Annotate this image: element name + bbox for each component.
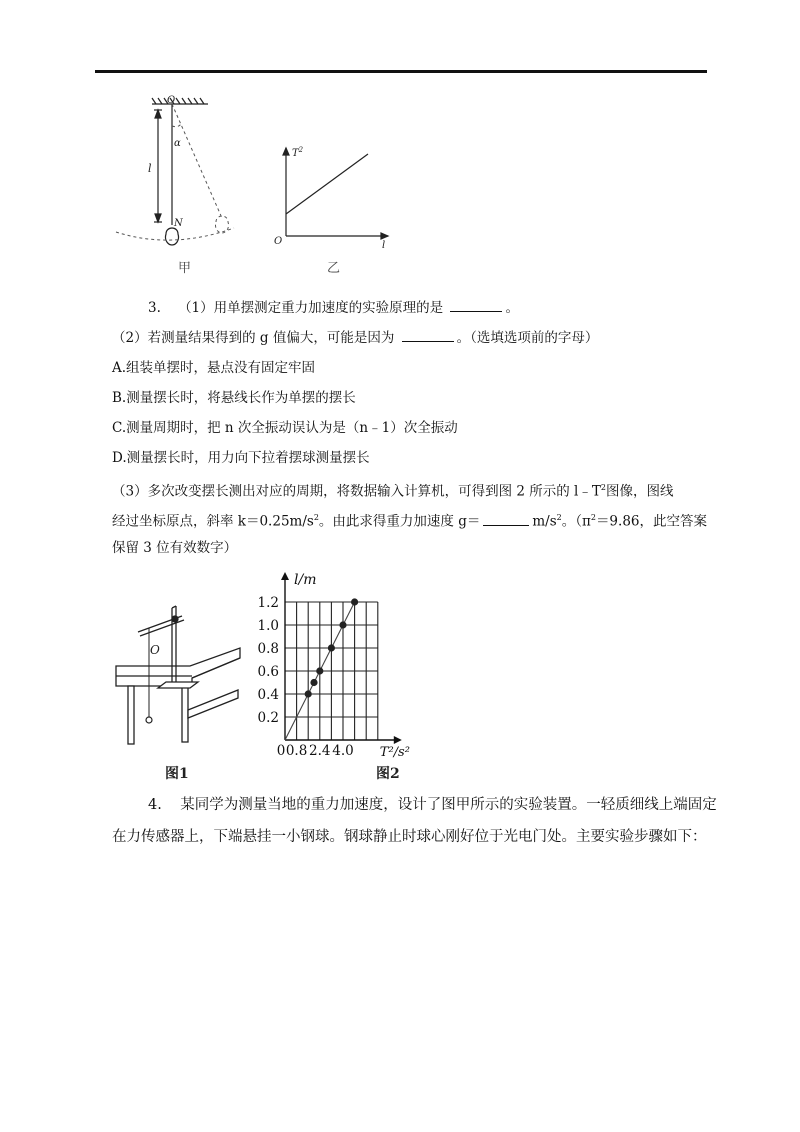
q3-part3-line1: （3）多次改变摆长测出对应的周期，将数据输入计算机，可得到图 2 所示的 $l﹣T^2$图像，图线 <box>112 483 674 500</box>
pendulum-figure <box>110 92 260 257</box>
answer-blank-3[interactable] <box>483 512 529 526</box>
data-point <box>305 690 312 697</box>
y-tick-label: 1.0 <box>257 618 279 634</box>
data-point <box>316 667 323 674</box>
y-axis-arrow <box>281 572 289 580</box>
length-label: l <box>148 162 152 175</box>
bob-label: N <box>174 218 183 229</box>
x-axis-arrow <box>394 736 402 744</box>
x-tick-label: 2.4 <box>309 743 331 759</box>
y-tick-label: 0.6 <box>257 664 279 680</box>
q3-number: 3. <box>148 300 161 316</box>
answer-blank-2[interactable] <box>402 328 454 342</box>
t2-l-graph <box>270 140 395 255</box>
y-tick-label: 1.2 <box>257 595 279 611</box>
q4-line1: 4. 某同学为测量当地的重力加速度，设计了图甲所示的实验装置。一轻质细线上端固定 <box>148 797 717 813</box>
angle-label: α <box>174 138 181 149</box>
origin-label: 0 <box>276 743 286 759</box>
option-d: D.测量摆长时，用力向下拉着摆球测量摆长 <box>112 450 370 466</box>
q3-part3-line3: 保留 3 位有效数字） <box>112 540 238 556</box>
fig2-caption: 图2 <box>376 766 400 782</box>
x-tick-label: 0.8 <box>285 743 308 759</box>
fig1-caption: 图1 <box>165 766 189 782</box>
y-axis-label: l/m <box>294 572 317 588</box>
q3-part1: 3. （1）用单摆测定重力加速度的实验原理的是 。 <box>148 300 519 316</box>
data-point <box>328 644 335 651</box>
option-b: B.测量摆长时，将悬线长作为单摆的摆长 <box>112 390 356 406</box>
caption-yi: 乙 <box>327 261 341 276</box>
caption-jia: 甲 <box>178 261 192 276</box>
l-axis-label: l <box>382 240 386 251</box>
pivot-label: O <box>167 95 176 106</box>
data-point <box>351 598 358 605</box>
y-tick-label: 0.4 <box>257 687 279 703</box>
t-axis-label: $T^2$ <box>292 146 304 159</box>
q4-line2: 在力传感器上，下端悬挂一小钢球。钢球静止时球心刚好位于光电门处。主要实验步骤如下： <box>112 829 707 845</box>
option-a: A.组装单摆时，悬点没有固定牢固 <box>112 360 316 376</box>
data-point <box>310 679 317 686</box>
q3-part2: （2）若测量结果得到的 g 值偏大，可能是因为 。（选填选项前的字母） <box>112 330 599 346</box>
q4-number: 4. <box>148 797 162 813</box>
option-c: C.测量周期时，把 n 次全振动误认为是（n﹣1）次全振动 <box>112 420 458 436</box>
apparatus-figure <box>112 598 244 750</box>
y-tick-label: 0.8 <box>257 641 279 657</box>
fig1-o-label: O <box>150 643 160 657</box>
origin-label: O <box>274 236 283 247</box>
y-tick-label: 0.2 <box>257 710 279 726</box>
x-tick-label: 4.0 <box>332 743 354 759</box>
header-rule <box>95 70 707 73</box>
q3-part3-line2: 经过坐标原点，斜率 $k=0.25m/s^2$。由此求得重力加速度 $g= m/s^2$。（$\pi^2=9.86$，此空答案 <box>112 513 707 530</box>
x-axis-label: T²/s² <box>379 745 410 760</box>
answer-blank-1[interactable] <box>450 298 502 312</box>
data-point <box>339 621 346 628</box>
l-t2-chart <box>254 568 510 764</box>
